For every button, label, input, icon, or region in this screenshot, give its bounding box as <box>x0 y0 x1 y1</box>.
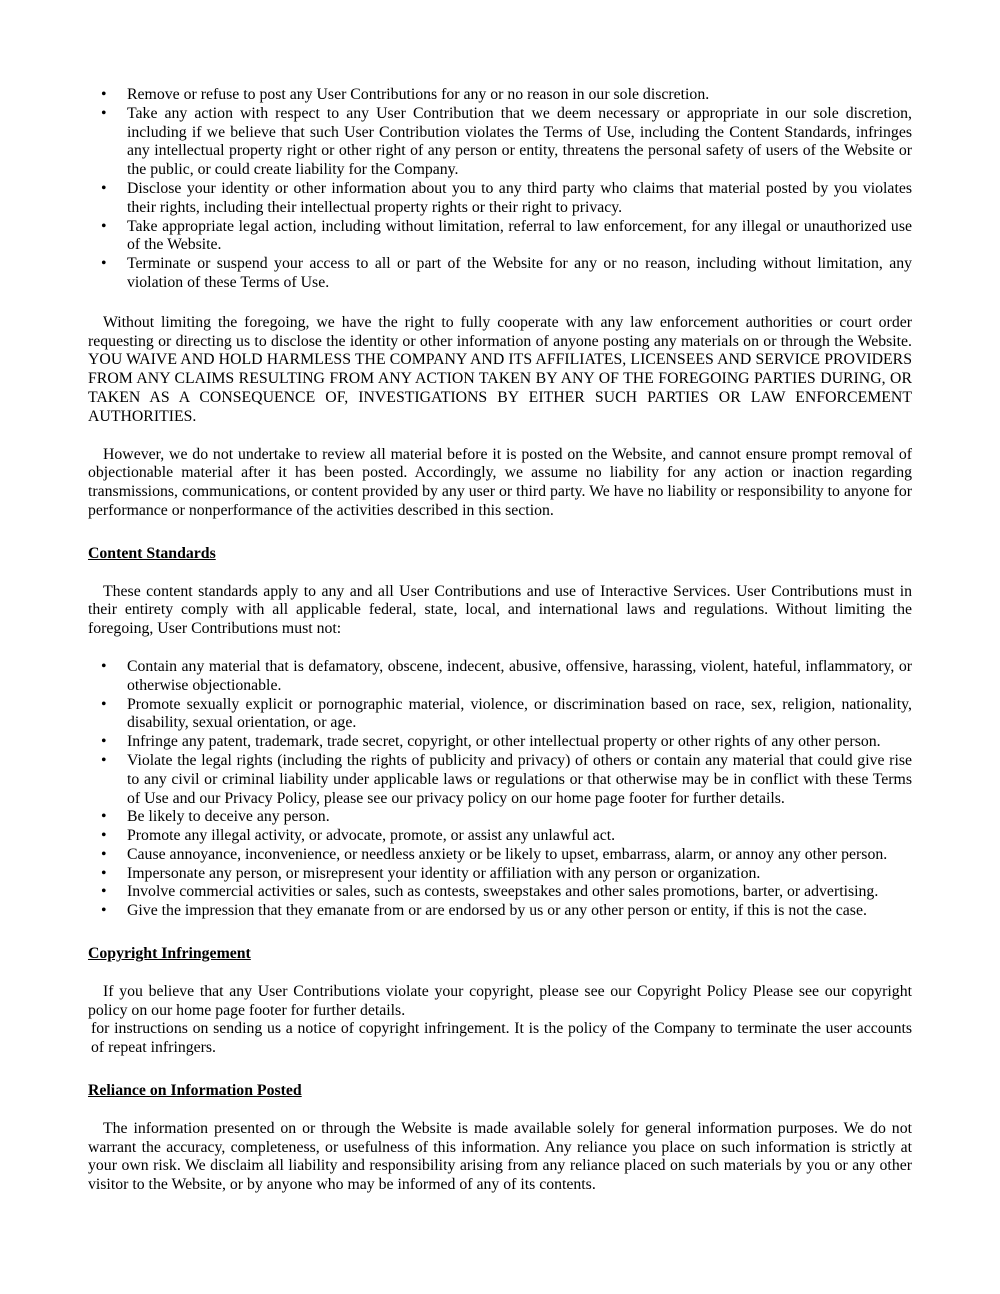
cooperation-paragraph: Without limiting the foregoing, we have the right to fully cooperate with any law enforcement authorities or court order requesting or directing us to disclose the identity or other information of anyone posting any materials on or through the Website. YOU WAIVE AND HOLD HARMLESS THE COMPANY AND ITS AFFILIATES, LICENSEES AND SERVICE PROVIDERS FROM ANY CLAIMS RESULTING FROM ANY ACTION TAKEN BY ANY OF THE FOREGOING PARTIES DURING, OR TAKEN AS A CONSEQUENCE OF, INVESTIGATIONS BY EITHER SUCH PARTIES OR LAW ENFORCEMENT AUTHORITIES. <box>88 313 912 425</box>
list-item: • Violate the legal rights (including the rights of publicity and privacy) of others or contain any material that could give rise to any civil or criminal liability under applicable laws or regulations or that otherwise may be in conflict with these Terms of Use and our Privacy Policy, please see our privacy policy on our home page footer for further details. <box>88 752 912 808</box>
content-standards-list <box>88 658 912 921</box>
list-item: • Involve commercial activities or sales, such as contests, sweepstakes and other sales promotions, barter, or advertising. <box>88 883 912 902</box>
list-item: • Infringe any patent, trademark, trade secret, copyright, or other intellectual property or other rights of any other person. <box>88 733 912 752</box>
list-item: • Promote sexually explicit or pornographic material, violence, or discrimination based on race, sex, religion, nationality, disability, sexual orientation, or age. <box>88 696 912 734</box>
list-item: • Terminate or suspend your access to all or part of the Website for any or no reason, including without limitation, any violation of these Terms of Use. <box>88 255 912 293</box>
copyright-paragraph: If you believe that any User Contributions violate your copyright, please see our Copyright Policy Please see our copyright policy on our home page footer for further details. <box>88 982 912 1019</box>
reliance-paragraph: The information presented on or through the Website is made available solely for general information purposes. We do not warrant the accuracy, completeness, or usefulness of this information. Any reliance you place on such information is strictly at your own risk. We disclaim all liability and responsibility arising from any reliance placed on such materials by you or any other visitor to the Website, or by anyone who may be informed of any of its contents. <box>88 1119 912 1194</box>
content-standards-intro-paragraph: These content standards apply to any and all User Contributions and use of Interactive Services. User Contributions must in their entirety comply with all applicable federal, state, local, and international laws and regulations. Without limiting the foregoing, User Contributions must not: <box>88 582 912 638</box>
copyright-instructions-paragraph: for instructions on sending us a notice of copyright infringement. It is the policy of the Company to terminate the user accounts of repeat infringers. <box>91 1020 912 1057</box>
content-standards-heading: Content Standards <box>88 544 216 562</box>
list-item: • Cause annoyance, inconvenience, or needless anxiety or be likely to upset, embarrass, alarm, or annoy any other person. <box>88 846 912 865</box>
list-item: • Give the impression that they emanate from or are endorsed by us or any other person or entity, if this is not the case. <box>88 902 912 921</box>
list-item: • Take appropriate legal action, including without limitation, referral to law enforcement, for any illegal or unauthorized use of the Website. <box>88 218 912 256</box>
enforcement-actions-list <box>88 86 912 293</box>
list-item: • Disclose your identity or other information about you to any third party who claims that material posted by you violates their rights, including their intellectual property rights or their right to privacy. <box>88 180 912 218</box>
copyright-infringement-heading: Copyright Infringement <box>88 945 251 963</box>
list-item: • Impersonate any person, or misrepresent your identity or affiliation with any person or organization. <box>88 865 912 884</box>
list-item: • Be likely to deceive any person. <box>88 808 912 827</box>
list-item: • Remove or refuse to post any User Contributions for any or no reason in our sole discretion. <box>88 86 912 105</box>
list-item: • Contain any material that is defamatory, obscene, indecent, abusive, offensive, harassing, violent, hateful, inflammatory, or otherwise objectionable. <box>88 658 912 696</box>
review-disclaimer-paragraph: However, we do not undertake to review all material before it is posted on the Website, and cannot ensure prompt removal of objectionable material after it has been posted. Accordingly, we assume no liability for any action or inaction regarding transmissions, communications, or content provided by any user or third party. We have no liability or responsibility to anyone for performance or nonperformance of the activities described in this section. <box>88 445 912 519</box>
reliance-heading: Reliance on Information Posted <box>88 1082 302 1100</box>
list-item: • Take any action with respect to any User Contribution that we deem necessary or appropriate in our sole discretion, including if we believe that such User Contribution violates the Terms of Use, including the Content Standards, infringes any intellectual property right or other right of any person or entity, threatens the personal safety of users of the Website or the public, or could create liability for the Company. <box>88 105 912 180</box>
list-item: • Promote any illegal activity, or advocate, promote, or assist any unlawful act. <box>88 827 912 846</box>
